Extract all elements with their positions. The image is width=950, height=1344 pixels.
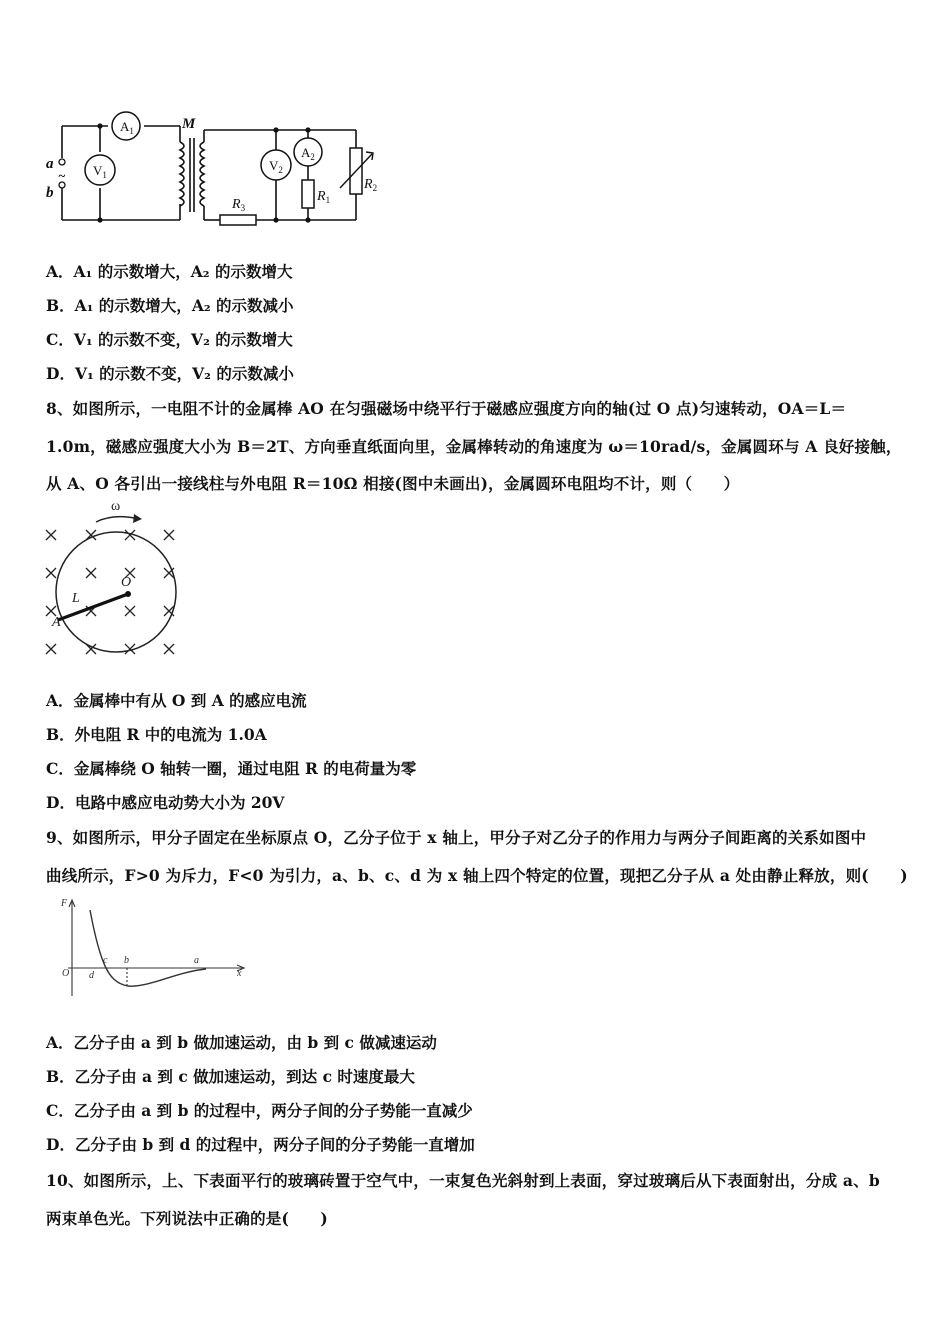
axis-f-label: F (61, 898, 68, 909)
force-distance-graph (56, 892, 256, 1004)
ammeter-a2-label: $A_2$ (301, 145, 315, 162)
q8-stem-line1: 8、如图所示，一电阻不计的金属棒 AO 在匀强磁场中绕平行于磁感应强度方向的轴(过 O 点)匀速转动，OA＝L＝ (46, 399, 847, 418)
q9-stem-line1: 9、如图所示，甲分子固定在坐标原点 O，乙分子位于 x 轴上，甲分子对乙分子的作用力与两分子间距离的关系如图中 (46, 828, 867, 847)
rotating-rod-diagram (38, 498, 188, 668)
voltmeter-v1-label: $V_1$ (93, 163, 107, 180)
q8-stem-line3: 从 A、O 各引出一接线柱与外电阻 R＝10Ω 相接(图中未画出)，金属圆环电阻均不计，则（ ） (46, 474, 740, 493)
point-b-label: b (124, 955, 129, 966)
point-d-label: d (89, 970, 94, 981)
origin-o-label: O (62, 968, 70, 979)
q9-option-a: A．乙分子由 a 到 b 做加速运动，由 b 到 c 做减速运动 (46, 1033, 437, 1052)
ammeter-a1-label: $A_1$ (120, 119, 134, 136)
q7-option-d: D．V₁ 的示数不变，V₂ 的示数减小 (46, 364, 294, 383)
q10-stem-line1: 10、如图所示，上、下表面平行的玻璃砖置于空气中，一束复色光斜射到上表面，穿过玻璃后从下表面射出，分成 a、b (46, 1171, 880, 1190)
q9-option-b: B．乙分子由 a 到 c 做加速运动，到达 c 时速度最大 (46, 1067, 415, 1086)
q7-option-c: C．V₁ 的示数不变，V₂ 的示数增大 (46, 330, 293, 349)
ac-source-label: ~ (58, 168, 66, 183)
terminal-a-label: a (46, 156, 54, 172)
q9-option-d: D．乙分子由 b 到 d 的过程中，两分子间的分子势能一直增加 (46, 1135, 475, 1154)
q8-option-a: A．金属棒中有从 O 到 A 的感应电流 (46, 691, 307, 710)
q8-option-d: D．电路中感应电动势大小为 20V (46, 793, 285, 812)
voltmeter-v2-label: $V_2$ (269, 158, 283, 175)
resistor-r3-label: $R_3$ (232, 197, 246, 213)
q9-stem-line2: 曲线所示，F>0 为斥力，F<0 为引力，a、b、c、d 为 x 轴上四个特定的位置，现把乙分子从 a 处由静止释放，则( ) (46, 866, 908, 885)
terminal-b-label: b (46, 185, 54, 201)
force-curve (90, 910, 206, 986)
circuit-diagram (40, 108, 390, 238)
rod-length-l-label: L (72, 591, 80, 606)
q8-option-c: C．金属棒绕 O 轴转一圈，通过电阻 R 的电荷量为零 (46, 759, 417, 778)
resistor-r2-label: $R_2$ (364, 177, 378, 193)
omega-label: ω (111, 499, 121, 514)
axis-x-label: x (237, 968, 242, 979)
q8-option-b: B．外电阻 R 中的电流为 1.0A (46, 725, 267, 744)
center-o-label: O (121, 575, 132, 590)
q7-option-a: A．A₁ 的示数增大，A₂ 的示数增大 (46, 262, 293, 281)
point-c-label: c (103, 955, 108, 966)
endpoint-a-label: A (52, 615, 61, 630)
q10-stem-line2: 两束单色光。下列说法中正确的是( ) (46, 1209, 328, 1228)
resistor-r1-label: $R_1$ (317, 189, 331, 205)
q9-option-c: C．乙分子由 a 到 b 的过程中，两分子间的分子势能一直减少 (46, 1101, 473, 1120)
q8-stem-line2: 1.0m，磁感应强度大小为 B＝2T、方向垂直纸面向里，金属棒转动的角速度为 ω＝10rad/s，金属圆环与 A 良好接触， (46, 437, 902, 456)
transformer-m-label: M (182, 116, 196, 132)
q7-option-b: B．A₁ 的示数增大，A₂ 的示数减小 (46, 296, 294, 315)
point-a-label: a (194, 955, 199, 966)
